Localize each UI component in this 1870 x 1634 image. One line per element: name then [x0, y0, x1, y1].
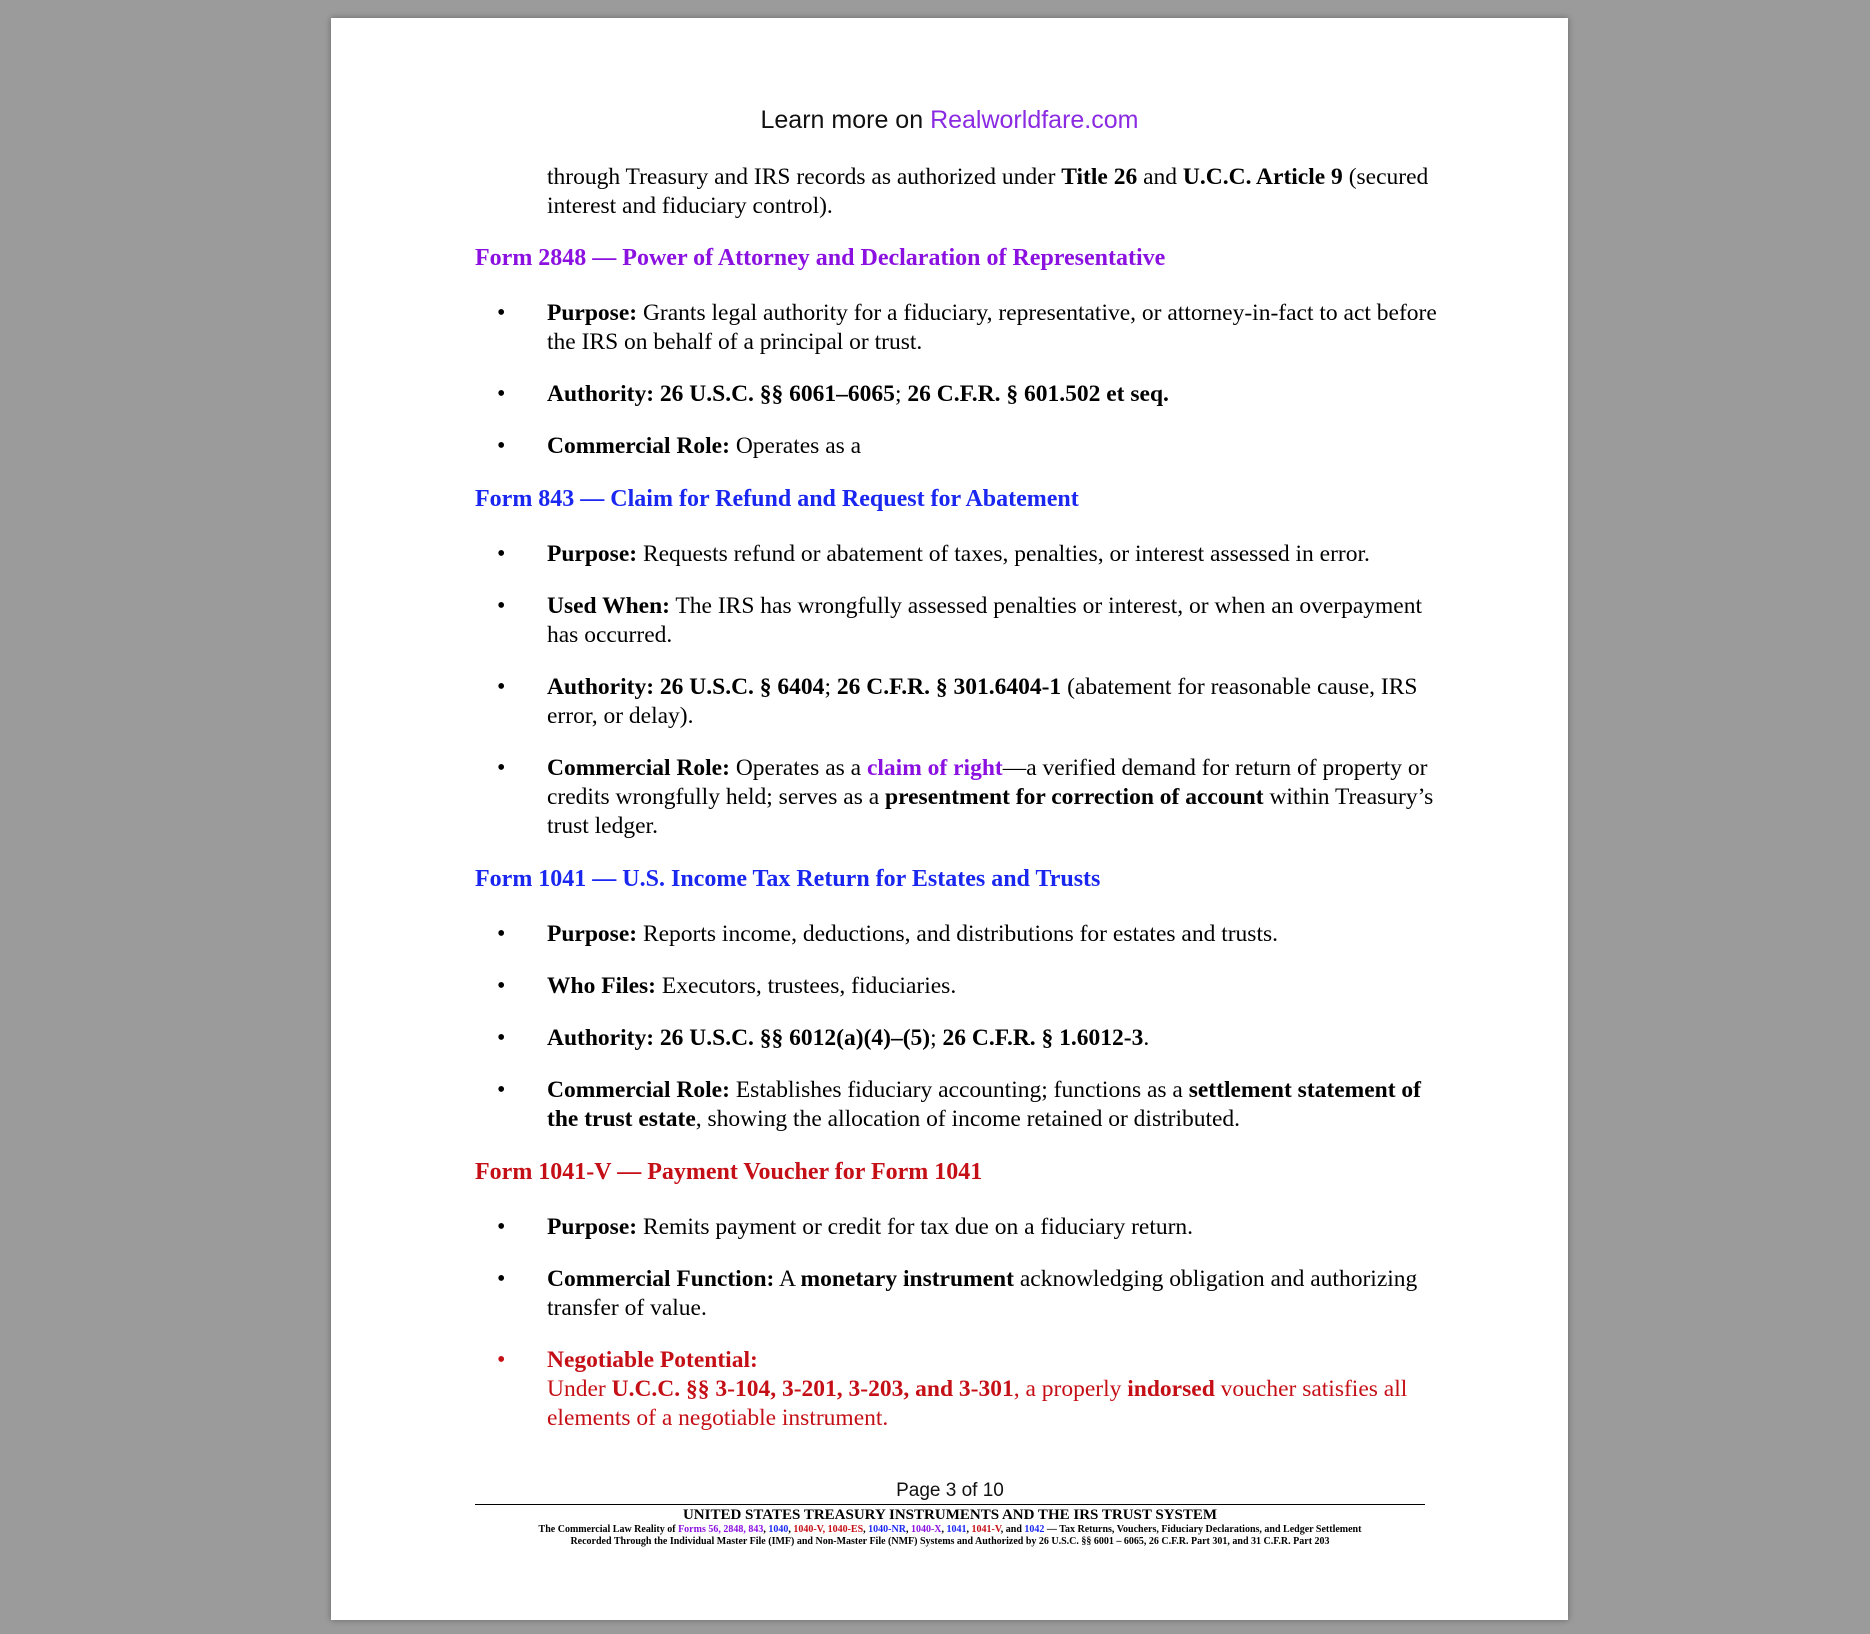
- text: within Treasury’s trust ledger.: [547, 784, 1434, 839]
- header-text: Learn more on: [760, 106, 924, 134]
- form-1041-list: [475, 920, 1445, 1134]
- footer-subtitle: [475, 1524, 1425, 1548]
- item-text: Executors, trustees, fiduciaries.: [661, 973, 957, 999]
- text: , and: [1000, 1524, 1022, 1535]
- list-item: [475, 1024, 1445, 1053]
- list-item: [475, 972, 1445, 1001]
- item-label: Used When:: [547, 593, 670, 619]
- form-1041-v-list: [475, 1213, 1445, 1433]
- text: Operates as a: [735, 755, 862, 781]
- item-text: Remits payment or credit for tax due on a fiduciary return.: [642, 1214, 1194, 1240]
- text: .: [1143, 1025, 1150, 1051]
- item-text: Operates as a: [735, 433, 862, 459]
- text: ;: [930, 1025, 937, 1051]
- list-item: [475, 1213, 1445, 1242]
- footer-divider: [475, 1504, 1425, 1505]
- text: Recorded Through the Individual Master File (IMF) and Non-Master File (NMF) Systems and Authorized by 26 U.S.C. §§ 6001 – 6065, 26 C.F.R. Part 301, and 31 C.F.R. Part 203: [570, 1536, 1330, 1547]
- item-label: Commercial Function:: [547, 1266, 775, 1292]
- document-page: [331, 18, 1568, 1620]
- item-text: Reports income, deductions, and distributions for estates and trusts.: [642, 921, 1279, 947]
- page-number: Page 3 of 10: [896, 1480, 1004, 1501]
- text: , a properly: [1013, 1376, 1122, 1402]
- bold-text: 26 U.S.C. §§ 6061–6065: [659, 381, 895, 407]
- text: and: [1143, 164, 1178, 190]
- bold-text: presentment for correction of account: [885, 784, 1264, 810]
- list-item: [475, 592, 1445, 650]
- list-item: [475, 380, 1445, 409]
- item-label: Negotiable Potential:: [547, 1347, 758, 1373]
- form-ref: 1040: [768, 1524, 789, 1535]
- list-item: [475, 673, 1445, 731]
- text: ,: [788, 1524, 791, 1535]
- section-heading-form-843: Form 843 — Claim for Refund and Request for Abatement: [475, 486, 1079, 512]
- list-item: [475, 920, 1445, 949]
- bold-text: 26 U.S.C. §§ 6012(a)(4)–(5): [659, 1025, 931, 1051]
- form-ref: 1042: [1024, 1524, 1045, 1535]
- text: through Treasury and IRS records as authorized under: [547, 164, 1056, 190]
- text: Establishes fiduciary accounting; functions as a: [735, 1077, 1183, 1103]
- item-text: The IRS has wrongfully assessed penalties or interest, or when an overpayment has occurred.: [547, 593, 1423, 648]
- list-item: [475, 540, 1445, 569]
- page-footer: [475, 1480, 1425, 1548]
- item-label: Purpose:: [547, 1214, 638, 1240]
- item-label: Commercial Role:: [547, 433, 730, 459]
- item-text: (abatement for reasonable cause, IRS error, or delay).: [547, 674, 1418, 729]
- item-label: Authority:: [547, 674, 655, 700]
- text: ,: [863, 1524, 866, 1535]
- page-header: [331, 106, 1568, 135]
- list-item: [475, 754, 1445, 841]
- form-ref: 1040-NR: [868, 1524, 906, 1535]
- bold-text: monetary instrument: [800, 1266, 1014, 1292]
- item-label: Commercial Role:: [547, 755, 730, 781]
- bold-text: 26 C.F.R. § 1.6012-3: [942, 1025, 1144, 1051]
- form-843-list: [475, 540, 1445, 841]
- text: ,: [763, 1524, 766, 1535]
- form-ref: 1040-X: [910, 1524, 942, 1535]
- list-item: [475, 1076, 1445, 1134]
- form-ref: Forms 56, 2848, 843: [678, 1524, 764, 1535]
- form-ref: 1040-V, 1040-ES: [793, 1524, 864, 1535]
- text: A: [778, 1266, 795, 1292]
- list-item: [475, 299, 1445, 357]
- intro-paragraph: [547, 163, 1445, 221]
- text: — Tax Returns, Vouchers, Fiduciary Declarations, and Ledger Settlement: [1046, 1524, 1362, 1535]
- footer-title: UNITED STATES TREASURY INSTRUMENTS AND THE IRS TRUST SYSTEM: [682, 1507, 1218, 1523]
- text: , showing the allocation of income retained or distributed.: [695, 1106, 1241, 1132]
- website-link[interactable]: Realworldfare.com: [930, 106, 1139, 134]
- item-label: Purpose:: [547, 541, 638, 567]
- bold-text: indorsed: [1127, 1376, 1215, 1402]
- form-ref: 1041: [946, 1524, 967, 1535]
- text: voucher satisfies all elements of a negotiable instrument.: [547, 1376, 1408, 1431]
- item-text: Grants legal authority for a fiduciary, representative, or attorney-in-fact to act before the IRS on behalf of a principal or trust.: [547, 300, 1437, 355]
- item-label: Who Files:: [547, 973, 657, 999]
- item-label: Authority:: [547, 381, 655, 407]
- text: acknowledging obligation and authorizing transfer of value.: [547, 1266, 1418, 1321]
- list-item: [475, 1265, 1445, 1323]
- bold-text: settlement statement of the trust estate: [547, 1077, 1422, 1132]
- bold-text: Title 26: [1061, 164, 1138, 190]
- section-heading-form-1041-v: Form 1041-V — Payment Voucher for Form 1041: [475, 1159, 983, 1185]
- form-2848-list: [475, 299, 1445, 461]
- item-label: Purpose:: [547, 300, 638, 326]
- highlight-text: claim of right: [866, 755, 1003, 781]
- list-item: [475, 432, 1445, 461]
- list-item: [475, 1346, 1445, 1433]
- text: ,: [905, 1524, 909, 1535]
- text: ,: [941, 1524, 945, 1535]
- item-label: Commercial Role:: [547, 1077, 730, 1103]
- section-heading-form-2848: Form 2848 — Power of Attorney and Declaration of Representative: [475, 245, 1166, 271]
- bold-text: 26 C.F.R. § 301.6404-1: [836, 674, 1062, 700]
- text: The Commercial Law Reality of: [538, 1524, 676, 1535]
- bold-text: U.C.C. Article 9: [1182, 164, 1343, 190]
- text: (secured interest and fiduciary control).: [547, 164, 1429, 219]
- text: ;: [894, 381, 902, 407]
- text: ;: [824, 674, 831, 700]
- form-ref: 1041-V: [971, 1524, 1001, 1535]
- text: —a verified demand for return of property or credits wrongfully held; serves as a: [547, 755, 1428, 810]
- item-text: Requests refund or abatement of taxes, penalties, or interest assessed in error.: [642, 541, 1370, 567]
- text: Under: [547, 1376, 606, 1402]
- text: ,: [966, 1524, 970, 1535]
- document-body: [475, 163, 1445, 1456]
- bold-text: 26 U.S.C. § 6404: [659, 674, 825, 700]
- bold-text: 26 C.F.R. § 601.502 et seq.: [907, 381, 1169, 407]
- bold-text: U.C.C. §§ 3-104, 3-201, 3-203, and 3-301: [611, 1376, 1014, 1402]
- item-label: Purpose:: [547, 921, 638, 947]
- section-heading-form-1041: Form 1041 — U.S. Income Tax Return for Estates and Trusts: [475, 866, 1101, 892]
- item-label: Authority:: [547, 1025, 655, 1051]
